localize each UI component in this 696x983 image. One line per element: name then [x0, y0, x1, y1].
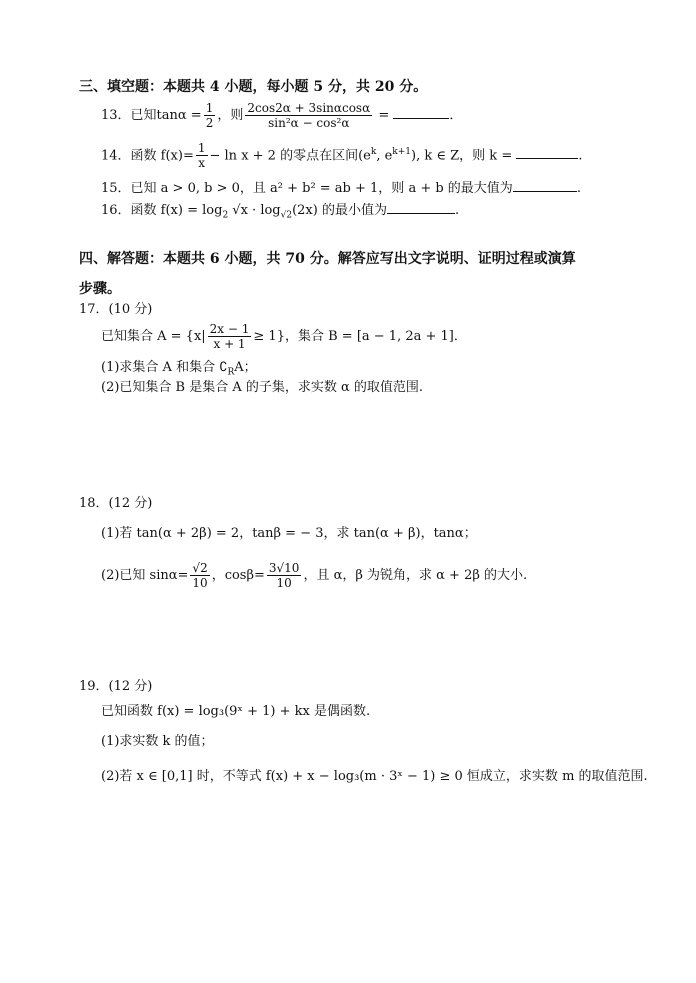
- q14-exp-k: k: [370, 147, 377, 157]
- q16-text2: √x · log: [228, 203, 281, 218]
- q16-text1: 16．函数 f(x) = log: [101, 203, 223, 218]
- q17-intro: [101, 320, 467, 354]
- section4-heading-line2: 步骤。: [79, 281, 121, 297]
- q18-part2-c: ，且 α，β 为锐角，求 α + 2β 的大小.: [303, 568, 528, 583]
- q16-answer-blank: [387, 201, 455, 214]
- q15-text: 15．已知 a > 0, b > 0，且 a² + b² = ab + 1，则 a + b 的最大值为: [101, 181, 513, 196]
- q18-part2-a: (2)已知 sinα=: [101, 568, 189, 583]
- q17-part1-end: A；: [234, 360, 257, 375]
- q14-fraction: [196, 141, 208, 170]
- q13-fraction-2: [245, 101, 372, 130]
- q18-part2: [101, 556, 527, 596]
- q14-den: x: [198, 156, 206, 171]
- q13-den1: 2: [205, 116, 214, 130]
- q14-end: .: [578, 148, 583, 164]
- q16-text3: (2x) 的最小值为: [292, 203, 387, 218]
- q13-end: ．: [449, 108, 463, 123]
- q13-num1: 1: [205, 101, 214, 115]
- q19-label: 19．(12 分): [79, 679, 153, 694]
- q14-interval-comma: , e: [376, 148, 393, 164]
- q17-fraction: [208, 322, 252, 351]
- q17-intro-a: 已知集合 A = {x|: [101, 329, 206, 344]
- q19-part1: (1)求实数 k 的值；: [101, 734, 214, 749]
- question-13: [101, 100, 462, 132]
- q15-end: .: [576, 181, 581, 196]
- question-15: [101, 179, 581, 197]
- q18-fraction-1: [190, 561, 209, 590]
- q14-tail: ，则 k =: [459, 148, 517, 164]
- q13-mid: ，则: [217, 108, 244, 123]
- q14-interval-open: (e: [358, 148, 371, 164]
- q14-num: 1: [197, 141, 206, 156]
- q17-part2: (2)已知集合 B 是集合 A 的子集，求实数 α 的取值范围.: [101, 380, 424, 395]
- q16-base1: 2: [222, 210, 229, 221]
- q14-answer-blank: [516, 146, 578, 159]
- q16-base2: √2: [280, 210, 293, 221]
- q18-label: 18．(12 分): [79, 496, 153, 511]
- q19-intro: 已知函数 f(x) = log₃(9ˣ + 1) + kx 是偶函数.: [101, 704, 371, 719]
- q14-prefix: 14．函数 f(x)=: [101, 148, 194, 164]
- question-14: [101, 137, 582, 171]
- q18-num2: 3√10: [268, 561, 300, 575]
- q18-den1: 10: [192, 576, 208, 590]
- q19-part2: (2)若 x ∈ [0,1] 时，不等式 f(x) + x − log₃(m · 3ˣ − 1) ≥ 0 恒成立，求实数 m 的取值范围.: [101, 769, 648, 784]
- question-16: [101, 201, 459, 224]
- q13-fraction-1: [204, 101, 216, 130]
- q18-part2-b: ，cosβ=: [211, 568, 265, 583]
- q17-intro-b: ≥ 1}，集合 B = [a − 1, 2a + 1]．: [253, 329, 467, 344]
- q18-part1: (1)若 tan(α + 2β) = 2，tanβ = − 3，求 tan(α + β)，tanα；: [101, 526, 477, 541]
- section3-heading: 三、填空题：本题共 4 小题，每小题 5 分，共 20 分。: [79, 79, 428, 95]
- q17-part1-text: (1)求集合 A 和集合 ∁: [101, 360, 228, 375]
- q14-interval-close: ), k ∈ Z: [411, 148, 460, 164]
- q14-mid: − ln x + 2 的零点在区间: [209, 148, 359, 164]
- q17-part1-sub: R: [227, 367, 235, 378]
- q18-num1: √2: [192, 561, 208, 575]
- q13-num2: 2cos2α + 3sinαcosα: [247, 101, 371, 115]
- q13-eq: =: [374, 108, 394, 123]
- q14-exp-k1: k+1: [392, 147, 412, 157]
- q13-den2: sin²α − cos²α: [268, 116, 350, 130]
- q18-den2: 10: [276, 576, 292, 590]
- q13-prefix: 13．已知tanα =: [101, 108, 202, 123]
- q15-answer-blank: [513, 179, 577, 192]
- q17-den: x + 1: [213, 337, 246, 351]
- q18-fraction-2: [267, 561, 302, 590]
- q17-part1: [101, 360, 257, 381]
- q17-label: 17．(10 分): [79, 302, 153, 317]
- q13-answer-blank: [393, 106, 449, 119]
- q17-num: 2x − 1: [209, 322, 250, 336]
- q16-end: .: [454, 203, 460, 218]
- section4-heading-line1: 四、解答题：本题共 6 小题，共 70 分。解答应写出文字说明、证明过程或演算: [79, 251, 576, 267]
